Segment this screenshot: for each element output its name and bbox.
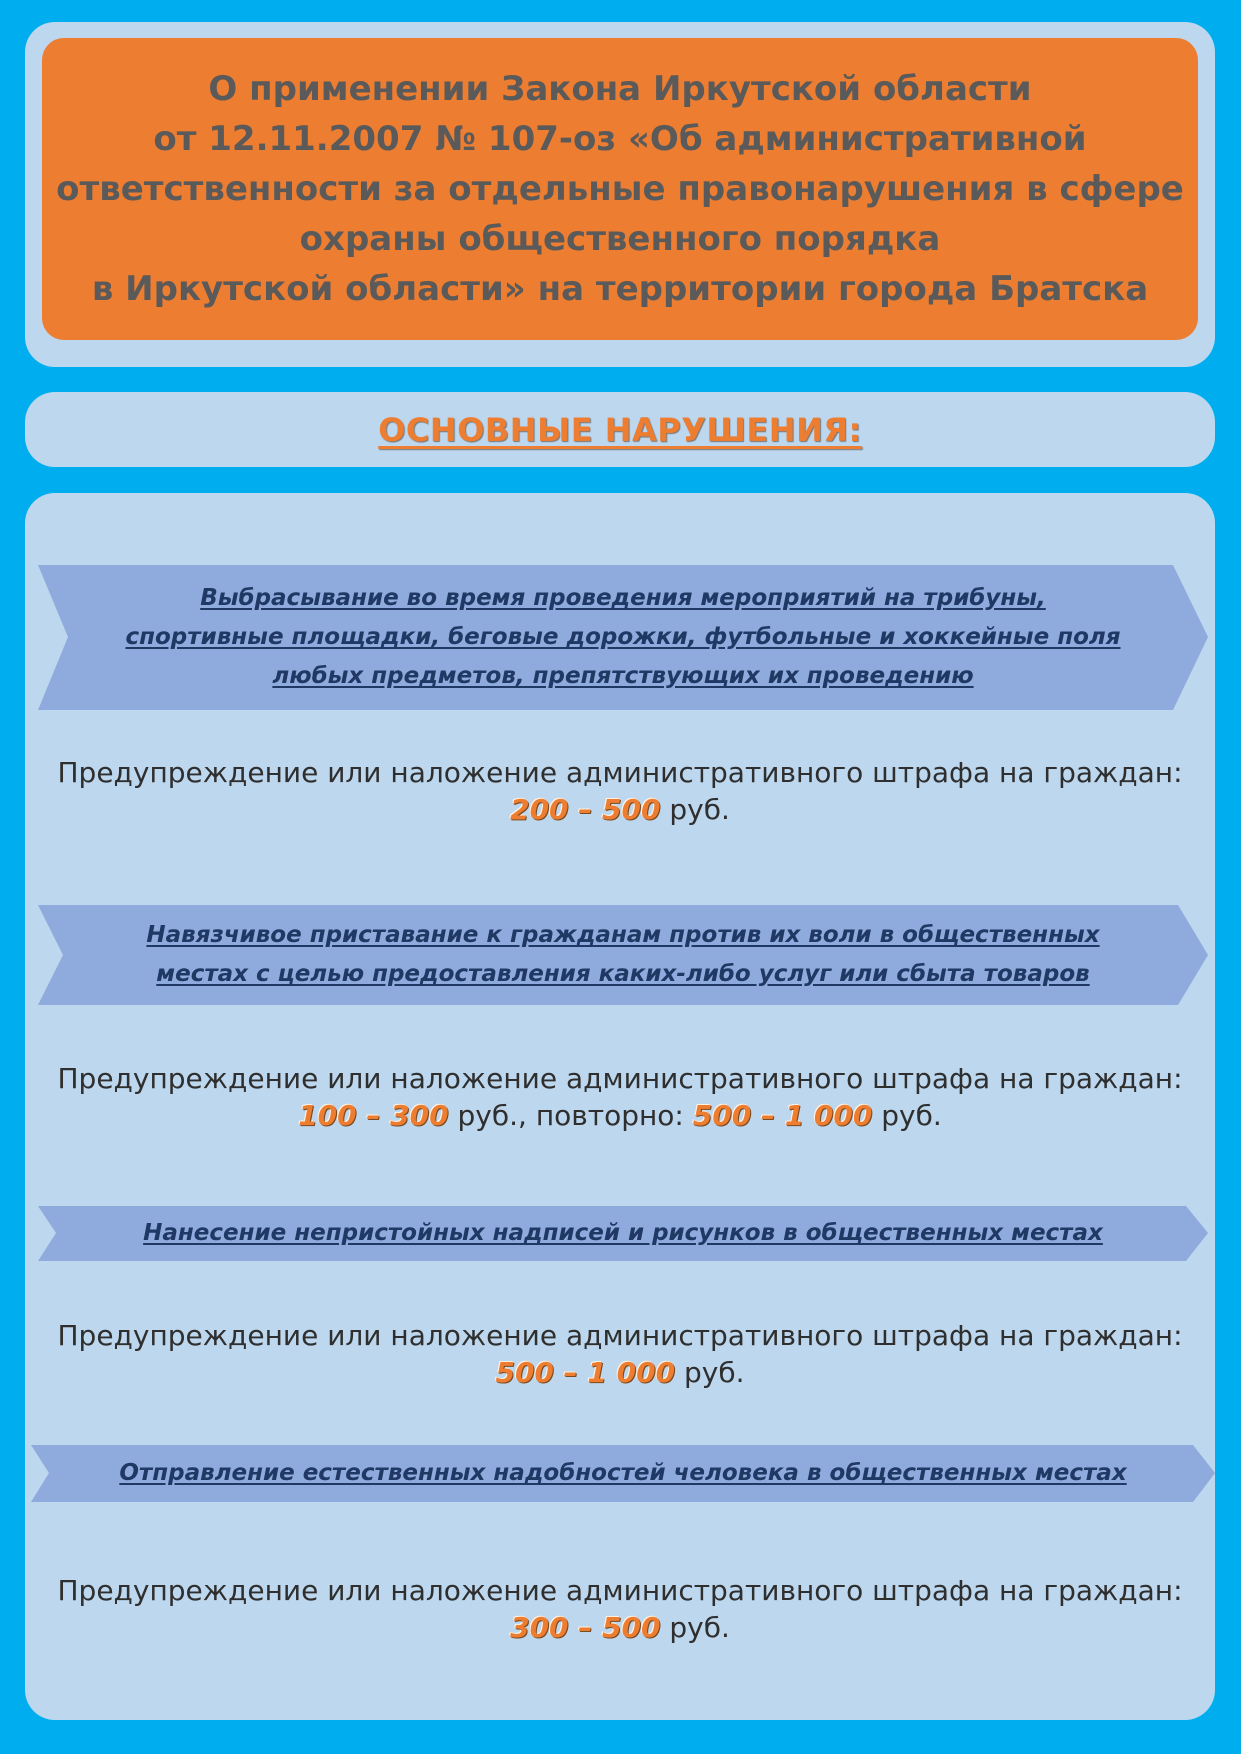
violation-text bbox=[71, 1445, 1175, 1502]
repeat-label: руб., повторно: bbox=[457, 1099, 684, 1132]
violation-banner bbox=[38, 905, 1208, 1005]
violation-banner bbox=[38, 565, 1208, 710]
header-panel bbox=[25, 22, 1215, 367]
violation-text bbox=[78, 565, 1168, 710]
fine-amount: 500 – 1 000 bbox=[495, 1356, 676, 1389]
section-heading-text: ОСНОВНЫЕ НАРУШЕНИЯ: bbox=[378, 410, 862, 449]
penalty-prefix: Предупреждение или наложение административного штрафа на граждан: bbox=[57, 1574, 1183, 1607]
violation-line: спортивные площадки, беговые дорожки, футбольные и хоккейные поля bbox=[125, 624, 1121, 650]
violation-line: Отправление естественных надобностей человека в общественных местах bbox=[119, 1460, 1127, 1486]
violation-line: Нанесение непристойных надписей и рисунков в общественных местах bbox=[143, 1220, 1103, 1246]
penalty-amount-line bbox=[25, 791, 1215, 828]
penalty-amount-line bbox=[25, 1609, 1215, 1646]
violation-banner bbox=[31, 1445, 1215, 1502]
violation-line: Выбрасывание во время проведения мероприятий на трибуны, bbox=[200, 585, 1046, 611]
subtitle-panel bbox=[25, 392, 1215, 467]
penalty-prefix: Предупреждение или наложение административного штрафа на граждан: bbox=[57, 1062, 1183, 1095]
title-line: ответственности за отдельные правонарушения в сфере bbox=[56, 169, 1184, 209]
fine-amount: 200 – 500 bbox=[510, 793, 661, 826]
violation-line: любых предметов, препятствующих их проведению bbox=[272, 663, 974, 689]
title-line: охраны общественного порядка bbox=[299, 219, 941, 259]
currency: руб. bbox=[684, 1356, 745, 1389]
penalty-amount-line bbox=[25, 1354, 1215, 1391]
violations-panel bbox=[25, 493, 1215, 1720]
penalty-text bbox=[25, 1060, 1215, 1134]
currency: руб. bbox=[669, 1611, 730, 1644]
penalty-prefix: Предупреждение или наложение административного штрафа на граждан: bbox=[57, 1319, 1183, 1352]
penalty-text bbox=[25, 1572, 1215, 1646]
penalty-text bbox=[25, 754, 1215, 828]
violation-text bbox=[78, 905, 1168, 1005]
violation-line: Навязчивое приставание к гражданам против их воли в общественных bbox=[146, 922, 1100, 948]
section-heading bbox=[25, 392, 1215, 467]
currency: руб. bbox=[881, 1099, 942, 1132]
repeat-fine-amount: 500 – 1 000 bbox=[692, 1099, 873, 1132]
title-line: от 12.11.2007 № 107-оз «Об административной bbox=[153, 119, 1087, 159]
violation-line: местах с целью предоставления каких-либо услуг или сбыта товаров bbox=[156, 961, 1090, 987]
fine-amount: 100 – 300 bbox=[298, 1099, 449, 1132]
fine-amount: 300 – 500 bbox=[510, 1611, 661, 1644]
title-line: О применении Закона Иркутской области bbox=[208, 69, 1032, 109]
violation-banner bbox=[38, 1206, 1208, 1261]
violation-text bbox=[78, 1206, 1168, 1261]
penalty-amount-line bbox=[25, 1097, 1215, 1134]
page-title bbox=[56, 64, 1184, 314]
title-line: в Иркутской области» на территории города Братска bbox=[91, 269, 1149, 309]
penalty-text bbox=[25, 1317, 1215, 1391]
header-box bbox=[42, 38, 1198, 340]
penalty-prefix: Предупреждение или наложение административного штрафа на граждан: bbox=[57, 756, 1183, 789]
currency: руб. bbox=[669, 793, 730, 826]
